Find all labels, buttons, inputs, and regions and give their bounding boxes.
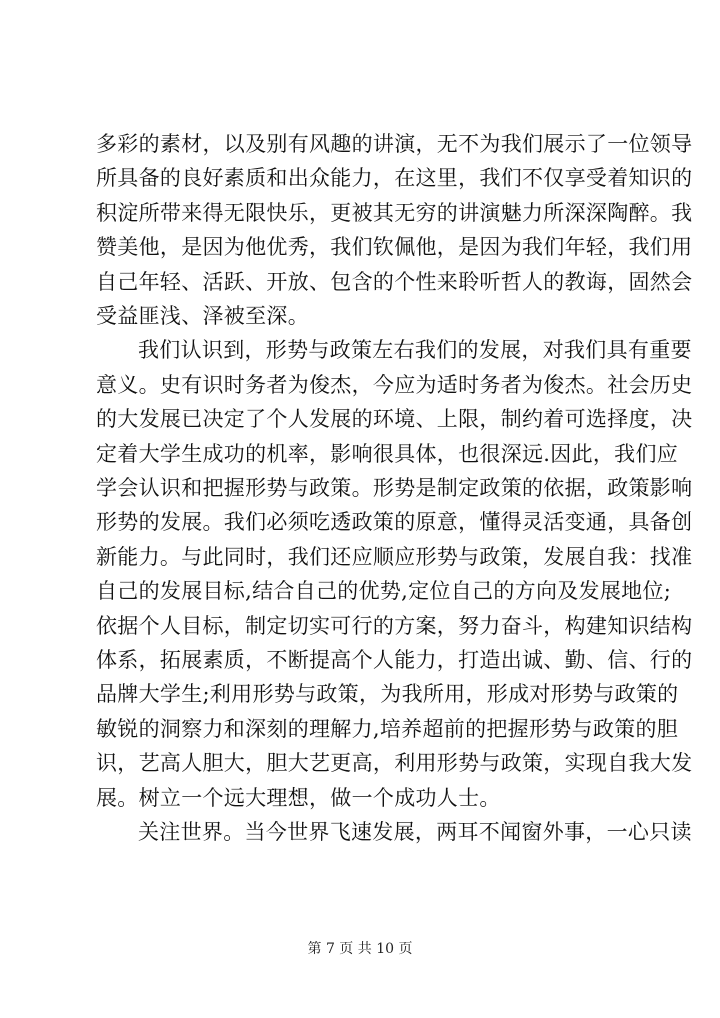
paragraph-first-line: 我们认识到，形势与政策左右我们的发展，对我们具有重要 — [138, 338, 692, 363]
text-line: 自己的发展目标,结合自己的优势,定位自己的方向及发展地位; — [96, 579, 672, 604]
text-line: 意义。史有识时务者为俊杰，今应为适时务者为俊杰。社会历史 — [96, 372, 693, 397]
text-line: 受益匪浅、泽被至深。 — [96, 304, 309, 328]
text-line: 多彩的素材，以及别有风趣的讲演，无不为我们展示了一位领导 — [96, 132, 693, 156]
text-line: 敏锐的洞察力和深刻的理解力,培养超前的把握形势与政策的胆 — [96, 716, 679, 741]
text-line: 形势的发展。我们必须吃透政策的原意，懂得灵活变通，具备创 — [96, 510, 693, 535]
text-line: 积淀所带来得无限快乐，更被其无穷的讲演魅力所深深陶醉。我 — [96, 200, 693, 225]
page-number-footer: 第 7 页 共 10 页 — [307, 941, 413, 957]
text-line: 体系，拓展素质，不断提高个人能力，打造出诚、勤、信、行的 — [96, 648, 693, 672]
text-line: 学会认识和把握形势与政策。形势是制定政策的依据，政策影响 — [96, 476, 693, 500]
text-line: 展。树立一个远大理想，做一个成功人士。 — [96, 785, 501, 810]
text-line: 自己年轻、活跃、开放、包含的个性来聆听哲人的教诲，固然会 — [96, 269, 693, 294]
text-line: 赞美他，是因为他优秀，我们钦佩他，是因为我们年轻，我们用 — [96, 235, 693, 260]
text-line: 依据个人目标，制定切实可行的方案，努力奋斗，构建知识结构 — [96, 613, 693, 638]
paragraph-first-line: 关注世界。当今世界飞速发展，两耳不闻窗外事，一心只读 — [138, 820, 692, 844]
text-line: 的大发展已决定了个人发展的环境、上限，制约着可选择度，决 — [96, 407, 693, 432]
text-line: 识，艺高人胆大，胆大艺更高，利用形势与政策，实现自我大发 — [96, 751, 693, 776]
text-line: 品牌大学生;利用形势与政策，为我所用，形成对形势与政策的 — [96, 682, 679, 707]
text-line: 所具备的良好素质和出众能力，在这里，我们不仅享受着知识的 — [96, 166, 693, 191]
text-line: 定着大学生成功的机率，影响很具体，也很深远.因此，我们应 — [96, 441, 679, 466]
text-line: 新能力。与此同时，我们还应顺应形势与政策，发展自我：找准 — [96, 544, 693, 569]
